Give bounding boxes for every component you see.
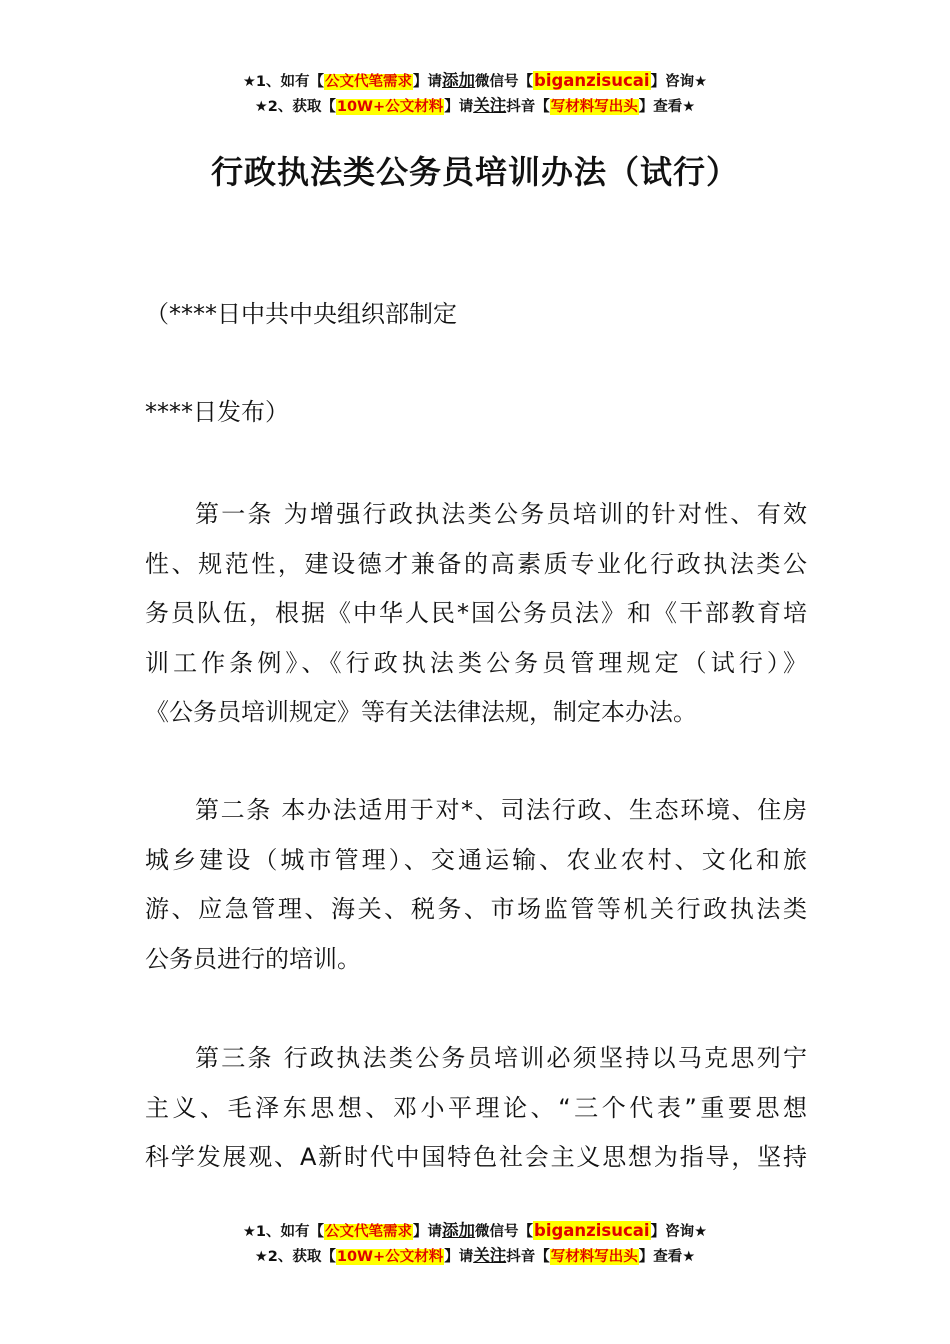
article-2 [145, 786, 807, 984]
paragraph-line: 公务员进行的培训。 [145, 944, 361, 973]
paragraph-line: 性、规范性，建设德才兼备的高素质专业化行政执法类公 [145, 549, 807, 578]
highlight-materials: 10W+公文材料 [336, 99, 444, 115]
footer-banner [0, 1218, 950, 1268]
banner-line-1: ★1、如有【公文代笔需求】请添加微信号【biganzisucai】咨询★ [242, 1221, 708, 1240]
meta-line-published: ****日发布） [145, 398, 289, 426]
highlight-materials: 10W+公文材料 [336, 1249, 444, 1265]
banner-line-2: ★2、获取【10W+公文材料】请关注抖音【写材料写出头】查看★ [254, 1246, 696, 1265]
highlight-wechat-id: biganzisucai [534, 71, 650, 90]
highlight-douyin: 写材料写出头 [550, 99, 638, 115]
paragraph-line: 《公务员培训规定》等有关法律法规，制定本办法。 [145, 698, 697, 726]
paragraph-line: 主义、毛泽东思想、邓小平理论、“三个代表”重要思想 [145, 1093, 807, 1122]
paragraph-line: 第一条 为增强行政执法类公务员培训的针对性、有效 [195, 500, 807, 528]
paragraph-line: 务员队伍，根据《中华人民*国公务员法》和《干部教育培 [145, 599, 807, 627]
document-title: 行政执法类公务员培训办法（试行） [210, 153, 739, 191]
banner-line-1: ★1、如有【公文代笔需求】请添加微信号【biganzisucai】咨询★ [242, 71, 708, 90]
paragraph-line: 游、应急管理、海关、税务、市场监管等机关行政执法类 [145, 895, 807, 923]
article-3 [145, 1034, 807, 1183]
highlight-service: 公文代笔需求 [325, 1224, 413, 1240]
paragraph-line: 科学发展观、A新时代中国特色社会主义思想为指导，坚持 [145, 1143, 807, 1171]
paragraph-line: 第二条 本办法适用于对*、司法行政、生态环境、住房 [195, 796, 807, 824]
paragraph-line: 第三条 行政执法类公务员培训必须坚持以马克思列宁 [195, 1044, 807, 1072]
star-icon: ★ [242, 1224, 256, 1240]
header-banner [0, 68, 950, 118]
paragraph-line: 城乡建设（城市管理）、交通运输、农业农村、文化和旅 [145, 845, 807, 874]
meta-line-issued-by: （****日中共中央组织部制定 [145, 300, 457, 328]
article-1 [145, 490, 807, 738]
highlight-service: 公文代笔需求 [325, 74, 413, 90]
paragraph-line: 训工作条例》、《行政执法类公务员管理规定（试行）》 [145, 648, 807, 677]
highlight-douyin: 写材料写出头 [550, 1249, 638, 1265]
star-icon: ★ [254, 1249, 268, 1265]
star-icon: ★ [242, 74, 256, 90]
star-icon: ★ [254, 99, 268, 115]
highlight-wechat-id: biganzisucai [534, 1221, 650, 1240]
banner-line-2: ★2、获取【10W+公文材料】请关注抖音【写材料写出头】查看★ [254, 96, 696, 115]
